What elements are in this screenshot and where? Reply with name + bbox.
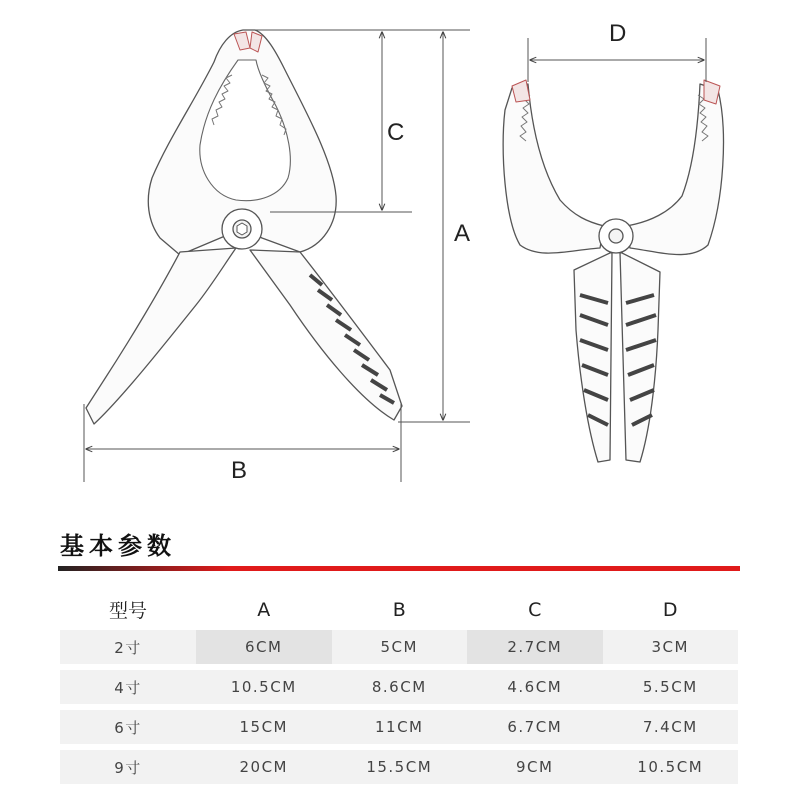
- cell-b: 5CM: [332, 630, 468, 664]
- spec-table: [60, 589, 738, 790]
- col-header-model: 型号: [108, 600, 147, 622]
- cell-b: 11CM: [332, 710, 468, 744]
- cell-model: 9寸: [60, 750, 196, 784]
- cell-c: 2.7CM: [467, 630, 603, 664]
- table-row: [60, 710, 738, 744]
- cell-b: 8.6CM: [332, 670, 468, 704]
- dim-label-d: D: [609, 20, 627, 47]
- table-row: [60, 630, 738, 664]
- clamp-open-illustration: [503, 80, 723, 462]
- spec-title: 基本参数: [60, 532, 176, 560]
- cell-d: 3CM: [603, 630, 739, 664]
- cell-b: 15.5CM: [332, 750, 468, 784]
- cell-model: 2寸: [60, 630, 196, 664]
- cell-a: 10.5CM: [196, 670, 332, 704]
- col-header-a: A: [257, 598, 271, 621]
- cell-model: 6寸: [60, 710, 196, 744]
- spec-header-row: [60, 595, 738, 624]
- cell-model: 4寸: [60, 670, 196, 704]
- cell-a: 15CM: [196, 710, 332, 744]
- col-header-c: C: [528, 598, 542, 621]
- cell-c: 4.6CM: [467, 670, 603, 704]
- col-header-b: B: [392, 598, 406, 621]
- cell-c: 6.7CM: [467, 710, 603, 744]
- cell-d: 10.5CM: [603, 750, 739, 784]
- cell-d: 5.5CM: [603, 670, 739, 704]
- table-row: [60, 750, 738, 784]
- dim-label-c: C: [387, 119, 405, 146]
- dim-label-b: B: [231, 457, 248, 484]
- table-row: [60, 670, 738, 704]
- accent-divider: [58, 566, 740, 571]
- cell-c: 9CM: [467, 750, 603, 784]
- cell-d: 7.4CM: [603, 710, 739, 744]
- clamp-closed-illustration: [86, 30, 405, 424]
- dim-label-a: A: [454, 220, 471, 247]
- cell-a: 6CM: [196, 630, 332, 664]
- col-header-d: D: [662, 598, 678, 621]
- cell-a: 20CM: [196, 750, 332, 784]
